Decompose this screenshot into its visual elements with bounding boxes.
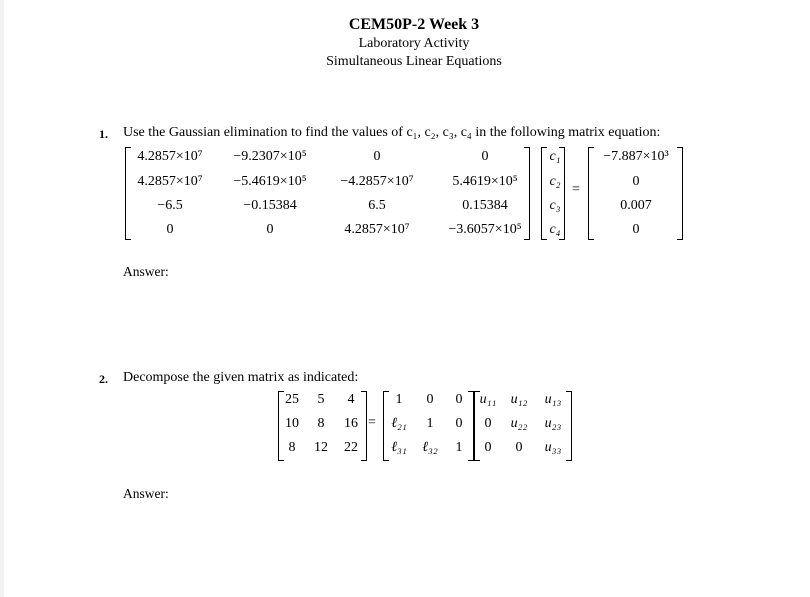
- q1-answer-label: Answer:: [123, 264, 169, 279]
- q2-a-cell: 8: [288, 440, 296, 455]
- q2-u-cell: u₂₂: [510, 416, 528, 431]
- q2-a-cell: 25: [285, 392, 299, 407]
- q2-u-cell: u₂₃: [544, 416, 562, 431]
- q2-l-cell: 1: [426, 416, 434, 431]
- q1-matrix-left-bracket: [125, 147, 131, 240]
- q2-a-cell: 22: [344, 440, 358, 455]
- document-page: [4, 0, 810, 597]
- q1-unknown: c₁: [549, 149, 561, 164]
- q1-unknown: c₄: [549, 222, 561, 237]
- q1-rhs-right-bracket: [677, 147, 683, 240]
- q1-rhs-value: 0: [632, 174, 640, 189]
- q1-matrix-cell: −6.5: [157, 198, 183, 213]
- q2-u-cell: u₁₁: [479, 392, 497, 407]
- q2-u-cell: u₁₂: [510, 392, 528, 407]
- q2-l-cell: 1: [395, 392, 403, 407]
- q1-number: 1.: [99, 127, 108, 141]
- q1-equals-sign: =: [572, 182, 580, 197]
- q2-a-cell: 16: [344, 416, 358, 431]
- q2-l-cell: ℓ₂₁: [391, 416, 407, 431]
- q1-matrix-cell: −9.2307×10⁵: [233, 149, 307, 164]
- q1-matrix-cell: 0.15384: [462, 198, 508, 213]
- q1-matrix-cell: −3.6057×10⁵: [448, 222, 522, 237]
- q2-u-right-bracket: [566, 391, 572, 461]
- q2-u-cell: 0: [484, 440, 492, 455]
- course-title: CEM50P-2 Week 3: [348, 16, 480, 33]
- q1-matrix-cell: 4.2857×10⁷: [137, 149, 203, 164]
- q1-prompt: Use the Gaussian elimination to find the values of c₁, c₂, c₃, c₄ in the following matrix equation:: [123, 125, 661, 140]
- q1-matrix-cell: 0: [373, 149, 381, 164]
- q2-u-cell: 0: [484, 416, 492, 431]
- q2-number: 2.: [99, 372, 108, 386]
- q1-matrix-cell: 0: [481, 149, 489, 164]
- q1-matrix-cell: 4.2857×10⁷: [137, 174, 203, 189]
- q1-matrix-cell: 0: [266, 222, 274, 237]
- q1-matrix-cell: 4.2857×10⁷: [344, 222, 410, 237]
- q1-matrix-cell: −5.4619×10⁵: [233, 174, 307, 189]
- q2-a-left-bracket: [278, 391, 284, 461]
- q2-u-cell: u₁₃: [544, 392, 562, 407]
- q2-u-cell: u₃₃: [544, 440, 562, 455]
- q2-l-cell: ℓ₃₂: [422, 440, 438, 455]
- q2-l-cell: ℓ₃₁: [391, 440, 407, 455]
- q2-a-cell: 10: [285, 416, 299, 431]
- q2-a-cell: 4: [347, 392, 355, 407]
- activity-subtitle: Laboratory Activity: [358, 36, 470, 51]
- q1-unknown: c₃: [549, 198, 561, 213]
- q1-matrix-right-bracket: [524, 147, 530, 240]
- topic-subtitle: Simultaneous Linear Equations: [326, 54, 502, 69]
- q1-rhs-value: 0: [632, 222, 640, 237]
- q2-a-right-bracket: [361, 391, 367, 461]
- q2-l-cell: 1: [455, 440, 463, 455]
- q1-unknown: c₂: [549, 174, 561, 189]
- q1-matrix-cell: 5.4619×10⁵: [452, 174, 518, 189]
- q2-l-cell: 0: [455, 416, 463, 431]
- q1-matrix-cell: 0: [166, 222, 174, 237]
- q2-prompt: Decompose the given matrix as indicated:: [123, 370, 359, 385]
- q1-rhs-value: −7.887×10³: [603, 149, 669, 164]
- q2-answer-label: Answer:: [123, 486, 169, 501]
- q1-rhs-left-bracket: [588, 147, 594, 240]
- q2-equals-sign: =: [368, 415, 376, 430]
- q2-l-left-bracket: [383, 391, 389, 461]
- q1-matrix-cell: 6.5: [368, 198, 386, 213]
- q2-a-cell: 12: [314, 440, 328, 455]
- q2-a-cell: 5: [317, 392, 325, 407]
- q1-unknowns-left-bracket: [541, 147, 547, 240]
- q2-u-cell: 0: [515, 440, 523, 455]
- q1-matrix-cell: −0.15384: [243, 198, 297, 213]
- q2-l-cell: 0: [426, 392, 434, 407]
- q2-a-cell: 8: [317, 416, 325, 431]
- q1-matrix-cell: −4.2857×10⁷: [340, 174, 414, 189]
- q1-rhs-value: 0.007: [620, 198, 652, 213]
- q2-l-cell: 0: [455, 392, 463, 407]
